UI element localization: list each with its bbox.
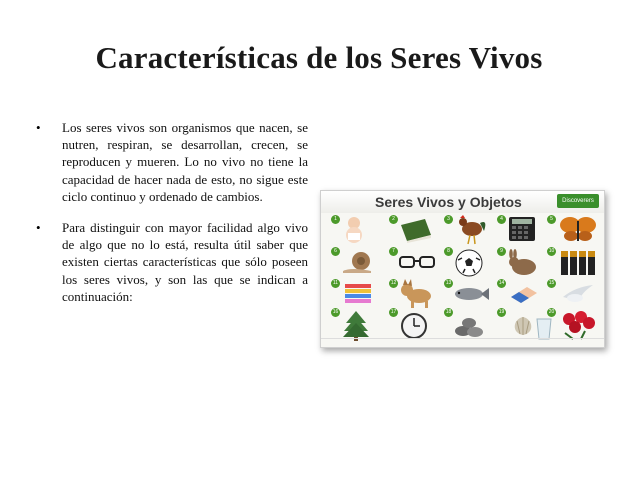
poster-number: 14 xyxy=(498,280,505,286)
calculator-icon xyxy=(507,215,537,243)
poster-number: 18 xyxy=(445,309,452,315)
bullet-mark: • xyxy=(36,220,41,236)
poster-number: 8 xyxy=(444,247,453,256)
shell-icon xyxy=(509,313,537,339)
glasses-icon xyxy=(397,253,437,271)
poster-number: 1 xyxy=(331,215,340,224)
poster-number: 10 xyxy=(548,248,555,254)
bullet-mark: • xyxy=(36,120,41,135)
batteries-icon xyxy=(559,247,599,277)
poster-number: 2 xyxy=(389,215,398,224)
fish-icon xyxy=(451,284,491,304)
clock-icon xyxy=(399,311,429,341)
soccer-ball-icon xyxy=(454,248,484,278)
poster-number: 3 xyxy=(444,215,453,224)
poster-badge: Discoverers xyxy=(557,194,599,208)
poster-number: 15 xyxy=(548,280,555,286)
rooster-icon xyxy=(452,215,488,245)
bullet-list xyxy=(36,119,308,319)
poster-number: 13 xyxy=(445,280,452,286)
eraser-icon xyxy=(507,283,541,305)
butterfly-icon xyxy=(558,215,598,243)
poster-number: 20 xyxy=(548,309,555,315)
poster-footer xyxy=(321,338,604,347)
bird-icon xyxy=(559,281,597,307)
list-item xyxy=(36,219,308,305)
poster-number: 17 xyxy=(390,309,397,315)
list-item xyxy=(36,119,308,205)
poster-number: 11 xyxy=(332,280,339,286)
book-icon xyxy=(397,217,435,243)
pine-tree-icon xyxy=(341,309,371,341)
poster-number: 12 xyxy=(390,280,397,286)
bullet-text: Para distinguir con mayor facilidad algo vivo de algo que no lo está, resulta útil saber que existen ciertas características que sólo poseen los seres vivos, y son las que se indican a continuación: xyxy=(62,220,308,304)
poster-number: 4 xyxy=(497,215,506,224)
poster-number: 16 xyxy=(332,309,339,315)
poster-number: 9 xyxy=(497,247,506,256)
poster-image xyxy=(320,190,605,348)
poster-number: 7 xyxy=(389,247,398,256)
page-title: Características de los Seres Vivos xyxy=(95,40,543,75)
poster-header xyxy=(321,191,604,213)
poster-title: Seres Vivos y Objetos xyxy=(375,194,522,210)
chalk-icon xyxy=(341,281,375,307)
divider-spacer xyxy=(517,311,529,312)
stones-icon xyxy=(453,313,487,339)
poster-number: 19 xyxy=(498,309,505,315)
baby-icon xyxy=(339,215,369,245)
poster-number: 5 xyxy=(547,215,556,224)
snail-icon xyxy=(341,249,375,275)
dog-icon xyxy=(397,279,437,309)
poster-number: 6 xyxy=(331,247,340,256)
bullet-text: Los seres vivos son organismos que nacen, se nutren, respiran, se desarrollan, crecen, se reproducen y mueren. Lo no vivo no tiene la capacidad de hacer nada de esto, no sigue este ciclo continuo y ordenado de cambios. xyxy=(62,120,308,204)
rabbit-icon xyxy=(506,249,540,277)
roses-icon xyxy=(559,309,599,341)
